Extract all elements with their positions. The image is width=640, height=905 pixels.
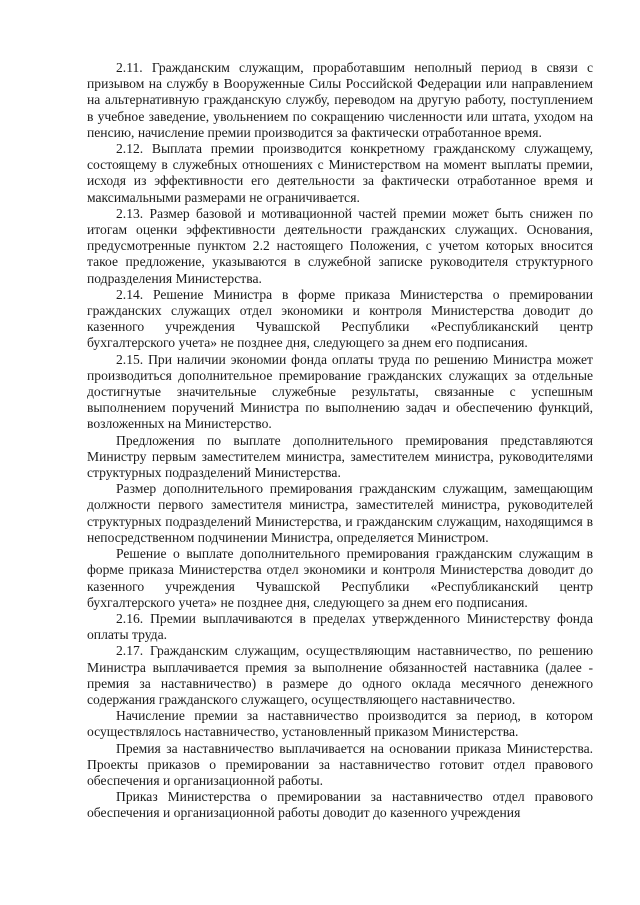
paragraph-2-17-accrual: Начисление премии за наставничество производится за период, в котором осуществлялось наставничество, установленный приказом Министерства.: [87, 708, 593, 740]
paragraph-2-15-proposals: Предложения по выплате дополнительного премирования представляются Министру первым заместителем министра, заместителем министра, руководителями структурных подразделений Министерства.: [87, 432, 593, 481]
document-body: [87, 60, 593, 822]
paragraph-2-12: 2.12. Выплата премии производится конкретному гражданскому служащему, состоящему в служебных отношениях с Министерством на момент выплаты премии, исходя из эффективности его деятельности за фактически отработанное время и максимальными размерами не ограничивается.: [87, 141, 593, 205]
paragraph-2-15: 2.15. При наличии экономии фонда оплаты труда по решению Министра может производиться дополнительное премирование гражданских служащих за отдельные достигнутые значительные служебные результаты, связанные с успешным выполнением поручений Министра по выполнению задач и обеспечению функций, возложенных на Министерство.: [87, 351, 593, 432]
paragraph-2-15-amount: Размер дополнительного премирования гражданским служащим, замещающим должности первого заместителя министра, заместителей министра, руководителей структурных подразделений Министерства, и гражданским служащим, находящимся в непосредственном подчинении Министра, определяется Министром.: [87, 481, 593, 545]
paragraph-2-11: 2.11. Гражданским служащим, проработавшим неполный период в связи с призывом на службу в Вооруженные Силы Российской Федерации или направлением на альтернативную гражданскую службу, переводом на другую работу, поступлением в учебное заведение, увольнением по сокращению численности или штата, уходом на пенсию, начисление премии производится за фактически отработанное время.: [87, 60, 593, 140]
paragraph-2-13: 2.13. Размер базовой и мотивационной частей премии может быть снижен по итогам оценки эффективности деятельности гражданских служащих. Основания, предусмотренные пунктом 2.2 настоящего Положения, с учетом которых вносится такое предложение, указываются в служебной записке руководителя структурного подразделения Министерства.: [87, 205, 593, 286]
paragraph-2-15-decision: Решение о выплате дополнительного премирования гражданским служащим в форме приказа Министерства отдел экономики и контроля Министерства доводит до казенного учреждения Чувашской Республики «Республиканский центр бухгалтерского учета» не позднее дня, следующего за днем его подписания.: [87, 546, 593, 610]
paragraph-2-17: 2.17. Гражданским служащим, осуществляющим наставничество, по решению Министра выплачивается премия за выполнение обязанностей наставника (далее - премия за наставничество) в размере до одного оклада месячного денежного содержания гражданского служащего, осуществляющего наставничество.: [87, 643, 593, 707]
paragraph-2-16: 2.16. Премии выплачиваются в пределах утвержденного Министерству фонда оплаты труда.: [87, 610, 593, 643]
paragraph-2-14: 2.14. Решение Министра в форме приказа Министерства о премировании гражданских служащих отдел экономики и контроля Министерства доводит до казенного учреждения Чувашской Республики «Республиканский центр бухгалтерского учета» не позднее дня, следующего за днем его подписания.: [87, 286, 593, 351]
paragraph-2-17-order: Приказ Министерства о премировании за наставничество отдел правового обеспечения и организационной работы доводит до казенного учреждения: [87, 789, 593, 821]
paragraph-2-17-payment: Премия за наставничество выплачивается на основании приказа Министерства. Проекты приказов о премировании за наставничество готовит отдел правового обеспечения и организационной работы.: [87, 740, 593, 788]
